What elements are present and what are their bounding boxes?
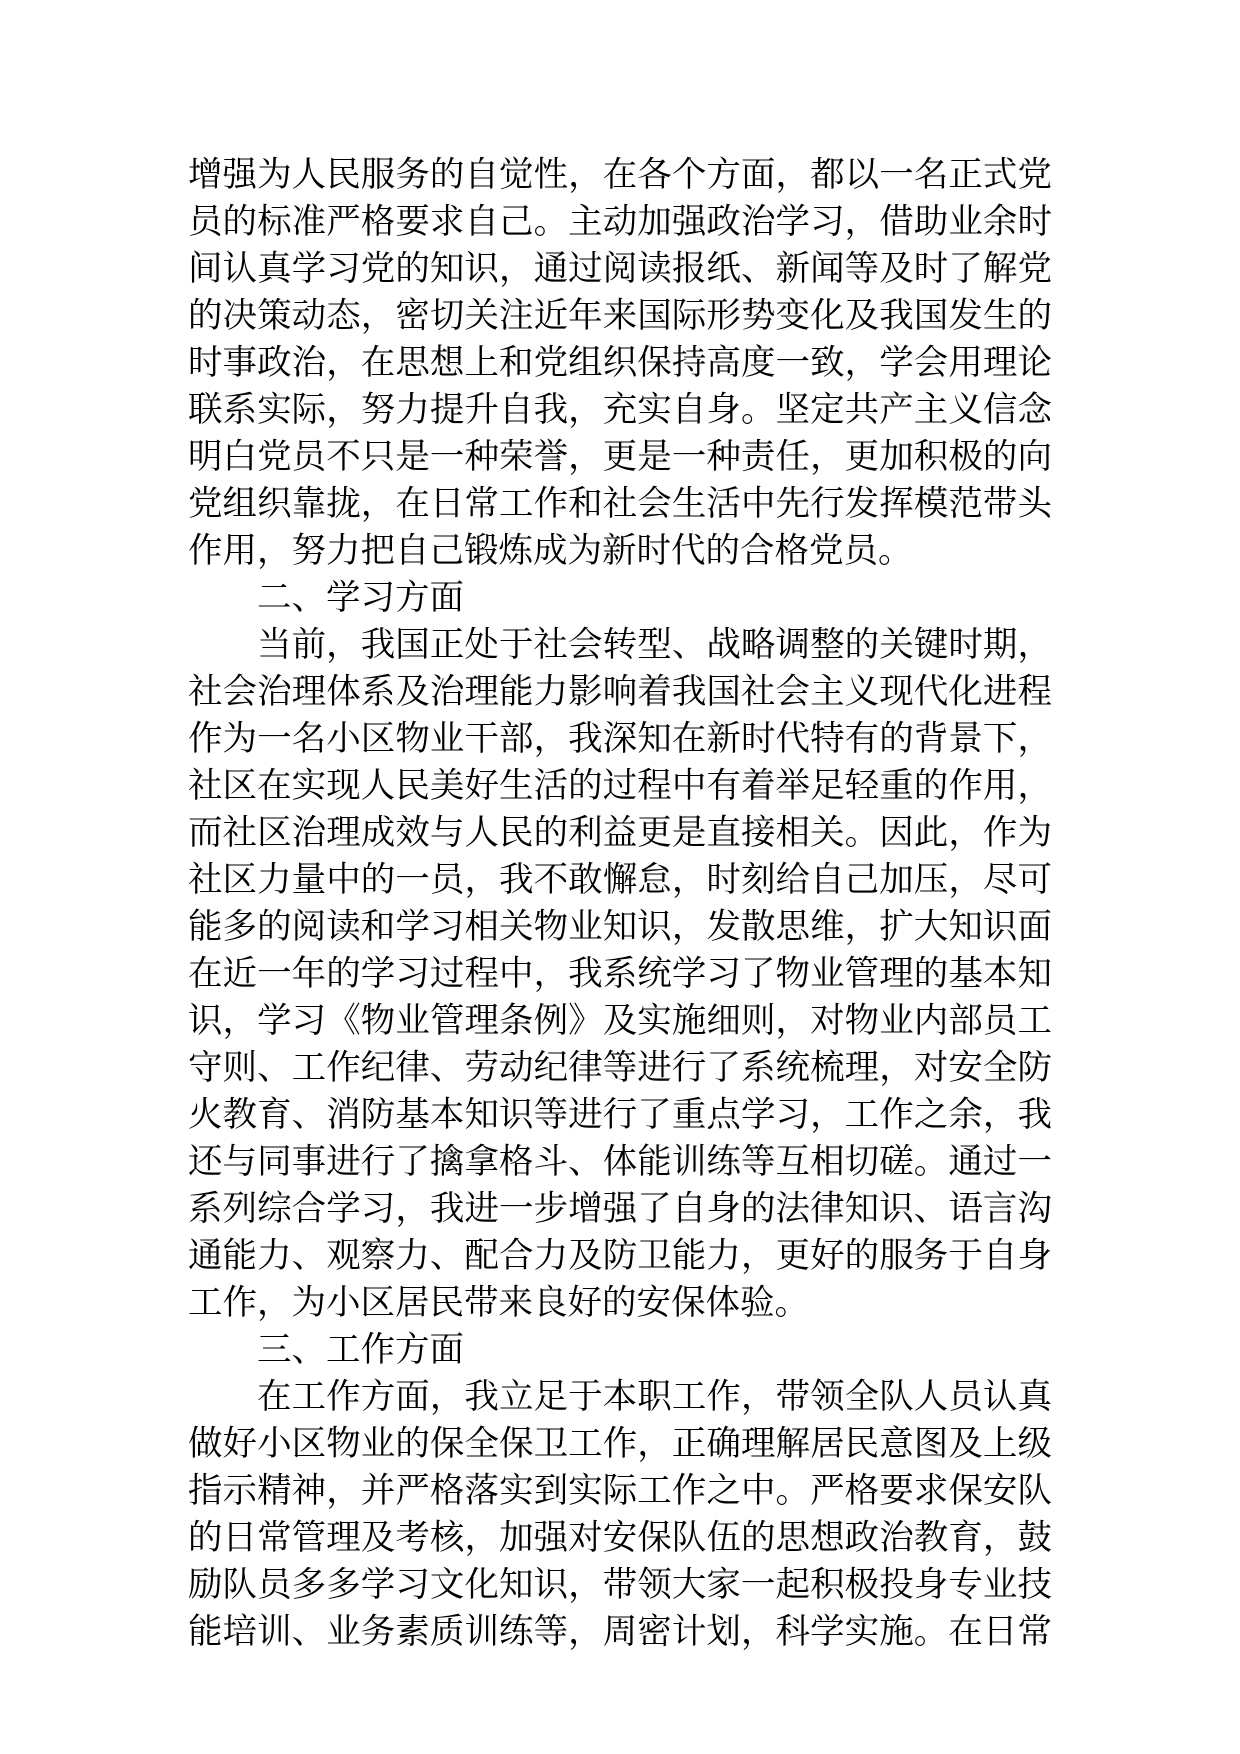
text-line: 当前，我国正处于社会转型、战略调整的关键时期， [257, 625, 1052, 665]
text-line: 能培训、业务素质训练等，周密计划，科学实施。在日常 [188, 1612, 1052, 1652]
section-work [188, 1327, 1052, 1656]
text-line: 党组织靠拢，在日常工作和社会生活中先行发挥模范带头 [188, 484, 1052, 524]
text-line: 做好小区物业的保全保卫工作，正确理解居民意图及上级 [188, 1424, 1052, 1464]
text-line: 时事政治，在思想上和党组织保持高度一致，学会用理论 [188, 343, 1052, 383]
text-line: 在工作方面，我立足于本职工作，带领全队人员认真 [257, 1377, 1052, 1417]
text-line: 能多的阅读和学习相关物业知识，发散思维，扩大知识面 [188, 907, 1052, 947]
text-line: 联系实际，努力提升自我，充实自身。坚定共产主义信念 [188, 390, 1052, 430]
text-line: 工作，为小区居民带来良好的安保体验。 [188, 1283, 809, 1323]
text-line: 通能力、观察力、配合力及防卫能力，更好的服务于自身 [188, 1236, 1052, 1276]
text-line: 励队员多多学习文化知识，带领大家一起积极投身专业技 [188, 1565, 1052, 1605]
text-line: 指示精神，并严格落实到实际工作之中。严格要求保安队 [188, 1471, 1052, 1511]
text-line: 社区力量中的一员，我不敢懈怠，时刻给自己加压，尽可 [188, 860, 1052, 900]
text-line: 而社区治理成效与人民的利益更是直接相关。因此，作为 [188, 813, 1052, 853]
text-line: 社会治理体系及治理能力影响着我国社会主义现代化进程 [188, 672, 1052, 712]
paragraph [188, 622, 1052, 1327]
text-line: 在近一年的学习过程中，我系统学习了物业管理的基本知 [188, 954, 1052, 994]
text-line: 守则、工作纪律、劳动纪律等进行了系统梳理，对安全防 [188, 1048, 1052, 1088]
section-heading: 二、学习方面 [257, 578, 464, 618]
section-heading: 三、工作方面 [257, 1330, 464, 1370]
document-page [188, 152, 1052, 1656]
paragraph [188, 152, 1052, 575]
text-line: 社区在实现人民美好生活的过程中有着举足轻重的作用， [188, 766, 1052, 806]
text-line: 还与同事进行了擒拿格斗、体能训练等互相切磋。通过一 [188, 1142, 1052, 1182]
text-line: 火教育、消防基本知识等进行了重点学习，工作之余，我 [188, 1095, 1052, 1135]
text-line: 作用，努力把自己锻炼成为新时代的合格党员。 [188, 531, 913, 571]
section-study [188, 575, 1052, 1327]
section-continued [188, 152, 1052, 575]
text-line: 增强为人民服务的自觉性，在各个方面，都以一名正式党 [188, 155, 1052, 195]
text-line: 的决策动态，密切关注近年来国际形势变化及我国发生的 [188, 296, 1052, 336]
text-line: 的日常管理及考核，加强对安保队伍的思想政治教育，鼓 [188, 1518, 1052, 1558]
text-line: 间认真学习党的知识，通过阅读报纸、新闻等及时了解党 [188, 249, 1052, 289]
paragraph [188, 1374, 1052, 1656]
text-line: 员的标准严格要求自己。主动加强政治学习，借助业余时 [188, 202, 1052, 242]
text-line: 系列综合学习，我进一步增强了自身的法律知识、语言沟 [188, 1189, 1052, 1229]
text-line: 明白党员不只是一种荣誉，更是一种责任，更加积极的向 [188, 437, 1052, 477]
text-line: 作为一名小区物业干部，我深知在新时代特有的背景下， [188, 719, 1052, 759]
text-line: 识，学习《物业管理条例》及实施细则，对物业内部员工 [188, 1001, 1052, 1041]
